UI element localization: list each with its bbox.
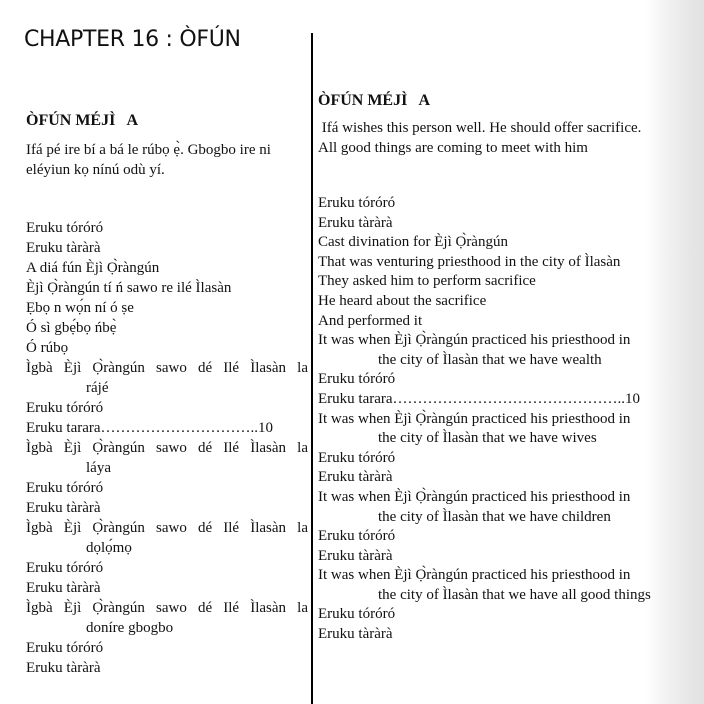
verse-line: Eruku tarara…………………………..10 [26,420,274,436]
verse-line-continuation: dọlọ́mọ [86,540,132,556]
english-intro-line-1: Ifá wishes this person well. He should offer sacrifice. [318,120,642,136]
verse-line-continuation: doníre gbogbo [86,620,174,636]
verse-line: Eruku tóróró [26,480,104,496]
verse-line-continuation: láya [86,460,111,476]
verse-line-text: It was when Èjì Ọ̀ràngún practiced his priesthood in [318,410,631,427]
verse-line [318,331,698,370]
verse-line: Eruku tóróró [318,195,396,211]
verse-line: Eruku tàràrà [26,240,101,256]
english-intro-line-2: All good things are coming to meet with him [318,140,588,156]
verse-line: Ẹbọ n wọ́n ní ó ṣe [26,300,134,316]
verse-line-text: It was when Èjì Ọ̀ràngún practiced his priesthood in [318,488,631,505]
verse-line [26,438,308,478]
verse-line: Eruku tóróró [26,640,104,656]
verse-line-continuation: the city of Ìlasàn that we have wives [378,430,597,447]
chapter-title: CHAPTER 16 : ÒFÚN [24,27,241,52]
verse-line: Eruku tóróró [26,400,104,416]
verse-line-continuation: rájé [86,380,109,396]
column-divider [311,33,313,704]
verse-line: Ó sì gbẹ́bọ ńbẹ̀ [26,320,117,336]
verse-line: Eruku tarara………………………………………..10 [318,390,641,407]
yoruba-intro: Ifá pé ire bí a bá le rúbọ ẹ̀. Gbogbo ire ni eléyiun kọ nínú odù yí. [26,142,271,178]
verse-line: Eruku tóróró [318,528,396,545]
verse-line: Eruku tóróró [318,449,396,466]
verse-line: Eruku tàràrà [318,626,393,643]
verse-line [26,598,308,638]
verse-line: A diá fún Èjì Ọ̀ràngún [26,260,160,276]
verse-line-continuation: the city of Ìlasàn that we have wealth [378,351,602,368]
english-verse-list [318,194,698,645]
verse-line: Eruku tàràrà [318,547,393,564]
verse-line-text: Ìgbà Èjì Ọ̀ràngún sawo dé Ilé Ìlasàn la [26,360,308,376]
verse-line [318,488,698,527]
verse-line: Eruku tóróró [318,371,396,388]
verse-line: And performed it [318,312,423,329]
verse-line [318,410,698,449]
verse-line: He heard about the sacrifice [318,292,487,309]
verse-line-text: Ìgbà Èjì Ọ̀ràngún sawo dé Ilé Ìlasàn la [26,440,308,456]
verse-line: Eruku tóróró [26,220,104,236]
verse-line: Eruku tàràrà [26,660,101,676]
verse-line-text: It was when Èjì Ọ̀ràngún practiced his priesthood in [318,567,631,584]
english-heading: ÒFÚN MÉJÌ A [318,92,430,109]
verse-line: Eruku tàràrà [26,580,101,596]
verse-line-text: It was when Èjì Ọ̀ràngún practiced his priesthood in [318,332,631,349]
verse-line [26,358,308,398]
verse-line-continuation: the city of Ìlasàn that we have children [378,508,611,525]
yoruba-verse-list [26,218,308,678]
verse-line: Èjì Ọ̀ràngún tí ń sawo re ilé Ìlasàn [26,280,232,296]
english-intro [318,118,641,158]
verse-line: Eruku tàràrà [26,500,101,516]
verse-line [318,566,698,605]
verse-line: Cast divination for Èjì Ọ̀ràngún [318,234,508,251]
verse-line: That was venturing priesthood in the city of Ìlasàn [318,253,621,270]
verse-line: Eruku tàràrà [318,214,393,231]
yoruba-heading: ÒFÚN MÉJÌ A [26,112,138,129]
verse-line: Eruku tóróró [318,606,396,623]
verse-line-text: Ìgbà Èjì Ọ̀ràngún sawo dé Ilé Ìlasàn la [26,520,308,536]
verse-line-continuation: the city of Ìlasàn that we have all good things [378,586,651,603]
verse-line: They asked him to perform sacrifice [318,273,536,290]
verse-line [26,518,308,558]
verse-line: Ó rúbọ [26,340,69,356]
verse-line-text: Ìgbà Èjì Ọ̀ràngún sawo dé Ilé Ìlasàn la [26,600,308,616]
verse-line: Eruku tóróró [26,560,104,576]
verse-line: Eruku tàràrà [318,469,393,486]
